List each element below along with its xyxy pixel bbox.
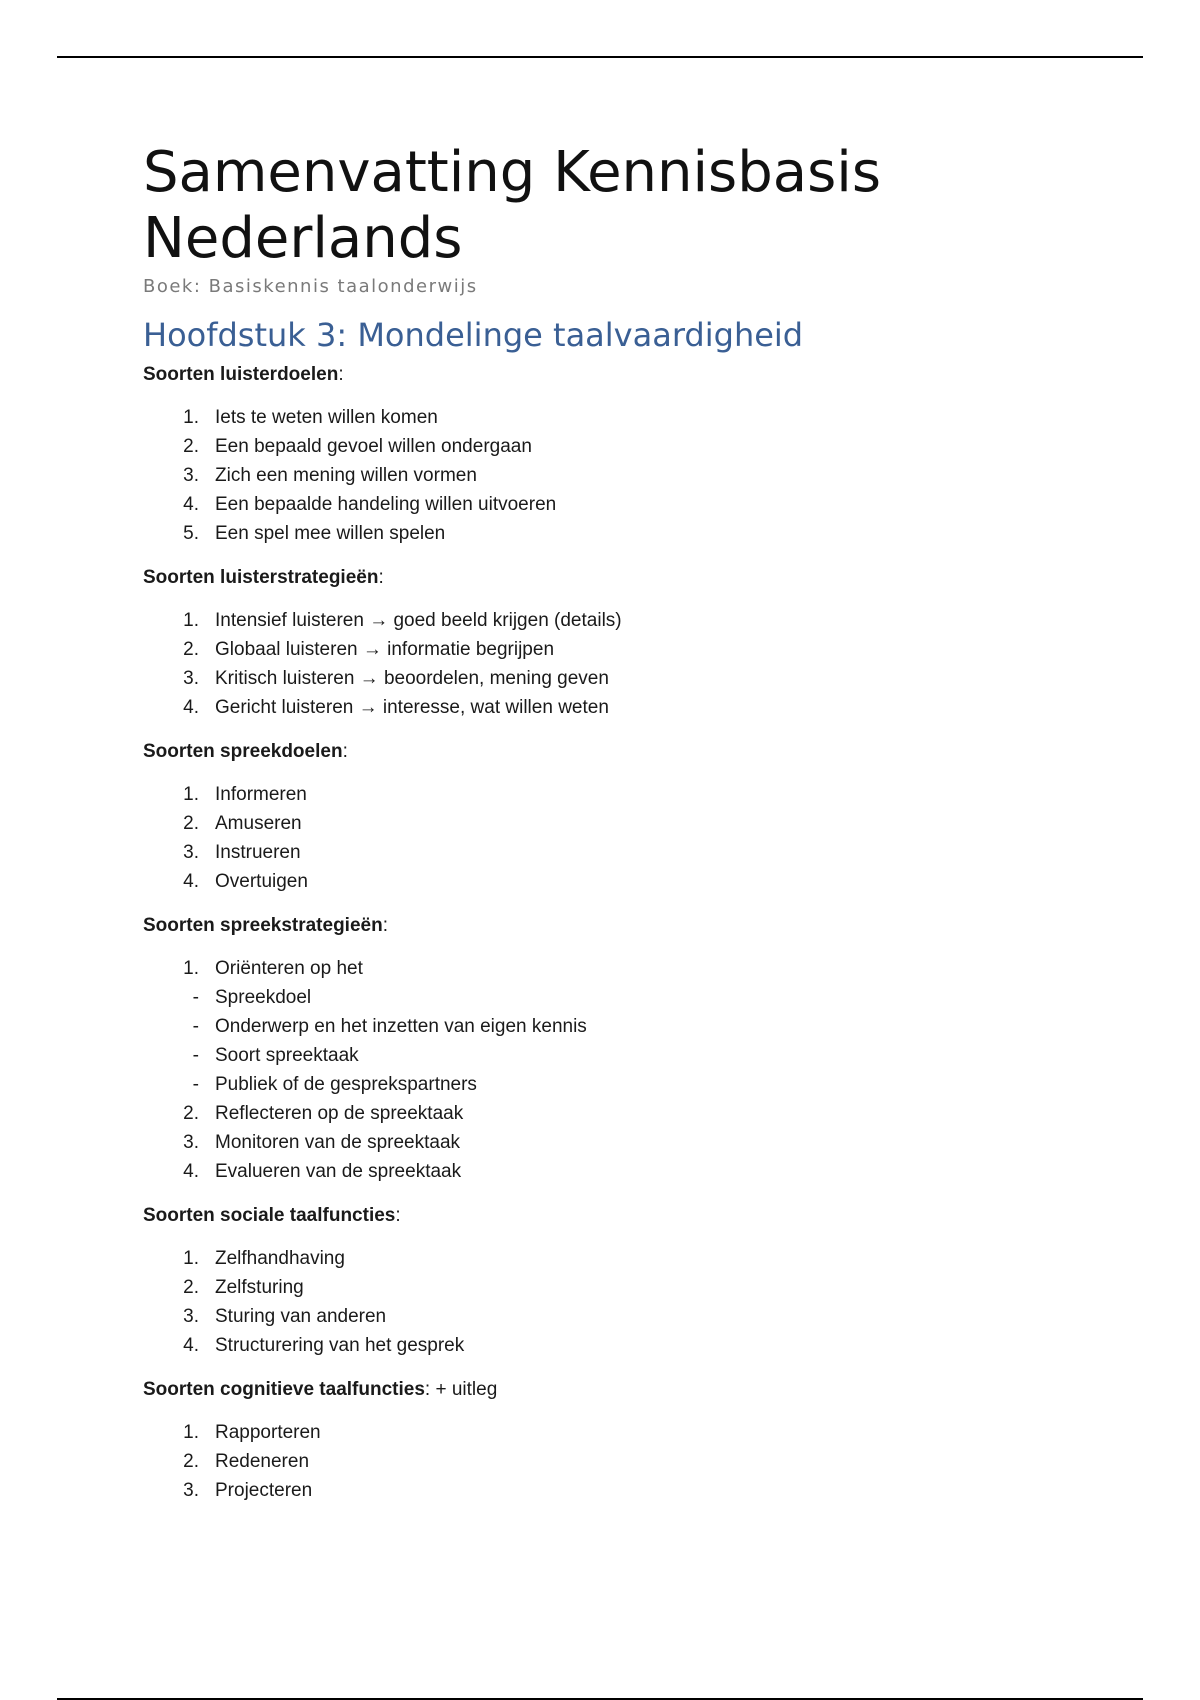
- list-marker: 4.: [183, 697, 199, 718]
- document-title: Samenvatting Kennisbasis Nederlands: [143, 140, 882, 271]
- list-item-text: Structurering van het gesprek: [215, 1335, 465, 1356]
- list-item-text: Publiek of de gesprekspartners: [215, 1074, 477, 1095]
- list-item: [143, 809, 1043, 838]
- list-item-text: Een bepaalde handeling willen uitvoeren: [215, 494, 557, 515]
- list-item: [143, 1099, 1043, 1128]
- list-marker: 4.: [183, 1161, 199, 1182]
- section-list: [143, 606, 1043, 722]
- section-heading-suffix: :: [378, 567, 384, 588]
- list-item-text: Projecteren: [215, 1480, 313, 1501]
- list-marker: 4.: [183, 494, 199, 515]
- list-item: [143, 983, 1043, 1012]
- list-item: [143, 1157, 1043, 1186]
- list-marker: 3.: [183, 668, 199, 689]
- list-marker: 2.: [183, 813, 199, 834]
- list-item-text: Overtuigen: [215, 871, 308, 892]
- list-item: [143, 606, 1043, 635]
- section-heading-label: Soorten cognitieve taalfuncties: [143, 1379, 425, 1400]
- list-item-text: Een bepaald gevoel willen ondergaan: [215, 436, 532, 457]
- list-marker: 1.: [183, 784, 199, 805]
- list-item: [143, 1331, 1043, 1360]
- section: [143, 566, 1043, 722]
- section-heading-label: Soorten spreekdoelen: [143, 741, 343, 762]
- list-item-text: Gericht luisteren → interesse, wat willen weten: [215, 697, 609, 718]
- section-heading: [143, 914, 1043, 938]
- list-marker: 2.: [183, 1451, 199, 1472]
- list-item: [143, 1041, 1043, 1070]
- section-list: [143, 1244, 1043, 1360]
- list-item-text: Reflecteren op de spreektaak: [215, 1103, 464, 1124]
- list-item: [143, 954, 1043, 983]
- section-heading-label: Soorten spreekstrategieën: [143, 915, 383, 936]
- list-item: [143, 838, 1043, 867]
- chapter-heading: Hoofdstuk 3: Mondelinge taalvaardigheid: [143, 316, 804, 354]
- list-marker: 1.: [183, 1422, 199, 1443]
- section-heading: [143, 363, 1043, 387]
- section: [143, 740, 1043, 896]
- list-item: [143, 519, 1043, 548]
- list-item: [143, 780, 1043, 809]
- section: [143, 363, 1043, 548]
- list-item-text: Een spel mee willen spelen: [215, 523, 446, 544]
- section-list: [143, 403, 1043, 548]
- list-item-text: Evalueren van de spreektaak: [215, 1161, 462, 1182]
- section-heading-label: Soorten luisterstrategieën: [143, 567, 379, 588]
- list-item-text: Instrueren: [215, 842, 301, 863]
- list-item-text: Rapporteren: [215, 1422, 321, 1443]
- section-heading: [143, 740, 1043, 764]
- list-item-text: Zelfhandhaving: [215, 1248, 345, 1269]
- list-item-text: Sturing van anderen: [215, 1306, 387, 1327]
- section-list: [143, 954, 1043, 1186]
- list-item: [143, 490, 1043, 519]
- list-marker: -: [192, 1045, 199, 1066]
- section-list: [143, 1418, 1043, 1505]
- list-marker: 3.: [183, 1306, 199, 1327]
- list-item-text: Zelfsturing: [215, 1277, 304, 1298]
- list-marker: 3.: [183, 1480, 199, 1501]
- list-item: [143, 1012, 1043, 1041]
- section-heading-label: Soorten sociale taalfuncties: [143, 1205, 396, 1226]
- list-marker: 3.: [183, 842, 199, 863]
- list-item: [143, 1302, 1043, 1331]
- list-item-text: Onderwerp en het inzetten van eigen kennis: [215, 1016, 587, 1037]
- list-item: [143, 1447, 1043, 1476]
- list-item: [143, 693, 1043, 722]
- list-marker: 4.: [183, 1335, 199, 1356]
- list-item-text: Oriënteren op het: [215, 958, 363, 979]
- list-item-text: Amuseren: [215, 813, 302, 834]
- sections-container: [143, 363, 1043, 1505]
- list-marker: 1.: [183, 1248, 199, 1269]
- section-heading-label: Soorten luisterdoelen: [143, 364, 339, 385]
- document-subtitle: Boek: Basiskennis taalonderwijs: [143, 276, 478, 297]
- list-marker: -: [192, 1016, 199, 1037]
- list-marker: 1.: [183, 407, 199, 428]
- list-item: [143, 432, 1043, 461]
- list-item: [143, 1273, 1043, 1302]
- section-list: [143, 780, 1043, 896]
- section: [143, 914, 1043, 1186]
- section-heading-suffix: :: [342, 741, 348, 762]
- list-marker: 2.: [183, 1103, 199, 1124]
- list-item-text: Soort spreektaak: [215, 1045, 359, 1066]
- list-item-text: Spreekdoel: [215, 987, 312, 1008]
- list-item: [143, 1070, 1043, 1099]
- list-item-text: Zich een mening willen vormen: [215, 465, 477, 486]
- list-item: [143, 1128, 1043, 1157]
- section-heading: [143, 1378, 1043, 1402]
- list-item: [143, 664, 1043, 693]
- document-body: [143, 140, 1043, 1505]
- list-item: [143, 1244, 1043, 1273]
- list-marker: 1.: [183, 610, 199, 631]
- section-heading-suffix: :: [395, 1205, 401, 1226]
- section-heading-suffix: :: [338, 364, 344, 385]
- list-marker: 4.: [183, 871, 199, 892]
- list-item-text: Globaal luisteren → informatie begrijpen: [215, 639, 555, 660]
- section: [143, 1378, 1043, 1505]
- list-marker: 1.: [183, 958, 199, 979]
- list-marker: 2.: [183, 436, 199, 457]
- list-item-text: Informeren: [215, 784, 307, 805]
- section-heading: [143, 1204, 1043, 1228]
- list-item: [143, 461, 1043, 490]
- section-heading-suffix: :: [382, 915, 388, 936]
- section-heading: [143, 566, 1043, 590]
- list-item-text: Iets te weten willen komen: [215, 407, 438, 428]
- list-marker: 3.: [183, 465, 199, 486]
- list-marker: -: [192, 987, 199, 1008]
- list-item-text: Monitoren van de spreektaak: [215, 1132, 461, 1153]
- list-item: [143, 635, 1043, 664]
- section: [143, 1204, 1043, 1360]
- list-item: [143, 1418, 1043, 1447]
- list-marker: 5.: [183, 523, 199, 544]
- list-item: [143, 403, 1043, 432]
- section-heading-suffix: : + uitleg: [424, 1379, 498, 1400]
- list-item: [143, 867, 1043, 896]
- list-marker: 3.: [183, 1132, 199, 1153]
- list-item-text: Kritisch luisteren → beoordelen, mening geven: [215, 668, 609, 689]
- list-item-text: Redeneren: [215, 1451, 310, 1472]
- page-top-rule: [57, 56, 1143, 58]
- list-marker: -: [192, 1074, 199, 1095]
- list-item: [143, 1476, 1043, 1505]
- list-marker: 2.: [183, 639, 199, 660]
- list-item-text: Intensief luisteren → goed beeld krijgen (details): [215, 610, 622, 631]
- list-marker: 2.: [183, 1277, 199, 1298]
